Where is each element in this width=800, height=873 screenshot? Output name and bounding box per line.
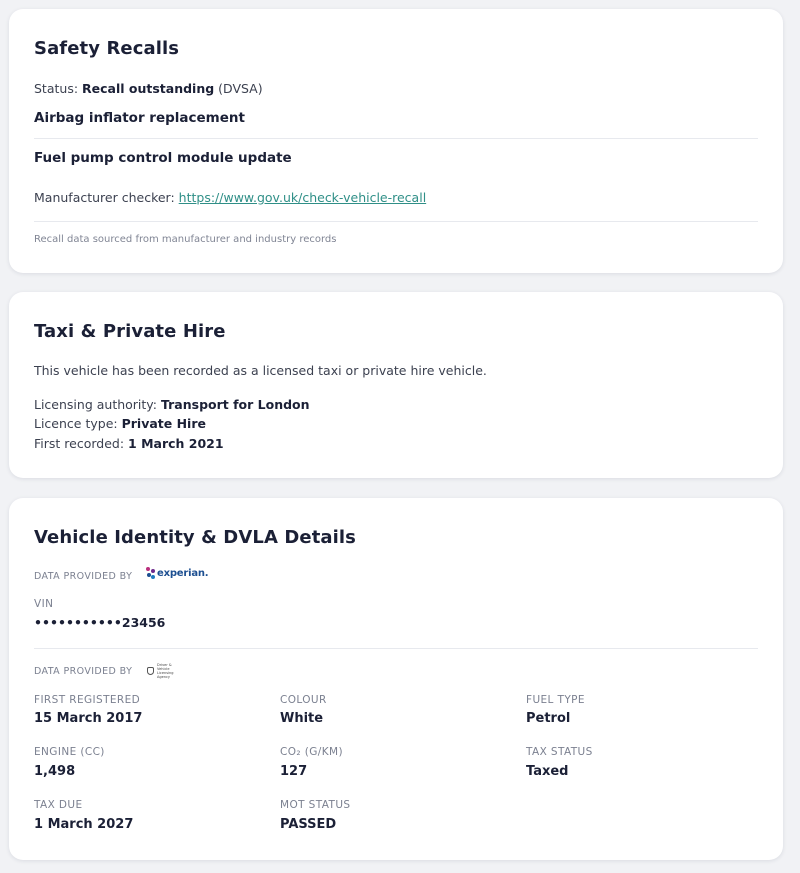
field-label: CO₂ (G/KM) bbox=[280, 746, 343, 758]
first-recorded-value: 1 March 2021 bbox=[128, 436, 224, 451]
field-label: MOT STATUS bbox=[280, 799, 351, 811]
taxi-description: This vehicle has been recorded as a licensed taxi or private hire vehicle. bbox=[34, 363, 487, 378]
manufacturer-checker-link[interactable]: https://www.gov.uk/check-vehicle-recall bbox=[178, 190, 427, 205]
recall-divider bbox=[34, 138, 758, 139]
licensing-authority-value: Transport for London bbox=[160, 397, 310, 412]
field-value: 127 bbox=[280, 764, 308, 779]
field-label: FUEL TYPE bbox=[526, 694, 585, 706]
vin-label: VIN bbox=[34, 598, 54, 610]
field-label: FIRST REGISTERED bbox=[34, 694, 141, 706]
manufacturer-checker bbox=[34, 190, 426, 205]
field-label: COLOUR bbox=[280, 694, 327, 706]
recall-status-prefix: Status: bbox=[34, 81, 83, 96]
field-value: 1 March 2027 bbox=[34, 817, 134, 832]
licence-type-value: Private Hire bbox=[121, 416, 206, 431]
identity-divider bbox=[34, 648, 758, 649]
dvla-logo bbox=[147, 663, 175, 679]
field-value: 1,498 bbox=[34, 764, 76, 779]
recall-status-value: Recall outstanding bbox=[82, 81, 215, 96]
footnote-divider bbox=[34, 221, 758, 222]
licence-type-label: Licence type: bbox=[34, 416, 122, 431]
provider-label: DATA PROVIDED BY bbox=[34, 666, 133, 677]
safety-recalls-card bbox=[9, 9, 783, 273]
licence-type bbox=[34, 416, 206, 431]
vin-value: •••••••••••23456 bbox=[34, 615, 166, 630]
field-value: 15 March 2017 bbox=[34, 711, 143, 726]
vehicle-identity-title: Vehicle Identity & DVLA Details bbox=[34, 527, 356, 548]
licensing-authority-label: Licensing authority: bbox=[34, 397, 161, 412]
recall-footnote: Recall data sourced from manufacturer and industry records bbox=[34, 234, 337, 245]
field-value: Petrol bbox=[526, 711, 571, 726]
field-label: TAX DUE bbox=[34, 799, 83, 811]
experian-wordmark: experian. bbox=[157, 567, 209, 579]
vehicle-identity-card bbox=[9, 498, 783, 860]
provider-label: DATA PROVIDED BY bbox=[34, 571, 133, 582]
first-recorded bbox=[34, 436, 224, 451]
field-label: ENGINE (CC) bbox=[34, 746, 105, 758]
field-value: Taxed bbox=[526, 764, 569, 779]
dvla-wordmark: Driver & Vehicle Licensing Agency bbox=[157, 663, 174, 679]
experian-dots-icon bbox=[146, 567, 155, 579]
field-value: White bbox=[280, 711, 324, 726]
recall-item: Fuel pump control module update bbox=[34, 150, 292, 166]
recall-status-source: (DVSA) bbox=[214, 81, 263, 96]
taxi-title: Taxi & Private Hire bbox=[34, 321, 226, 342]
licensing-authority bbox=[34, 397, 310, 412]
manufacturer-checker-label: Manufacturer checker: bbox=[34, 190, 179, 205]
recall-status bbox=[34, 81, 263, 96]
first-recorded-label: First recorded: bbox=[34, 436, 129, 451]
dvla-crest-icon bbox=[147, 667, 154, 675]
field-value: PASSED bbox=[280, 817, 337, 832]
experian-logo bbox=[146, 567, 208, 579]
safety-recalls-title: Safety Recalls bbox=[34, 38, 180, 59]
taxi-private-hire-card bbox=[9, 292, 783, 478]
field-label: TAX STATUS bbox=[526, 746, 593, 758]
recall-item: Airbag inflator replacement bbox=[34, 110, 245, 126]
